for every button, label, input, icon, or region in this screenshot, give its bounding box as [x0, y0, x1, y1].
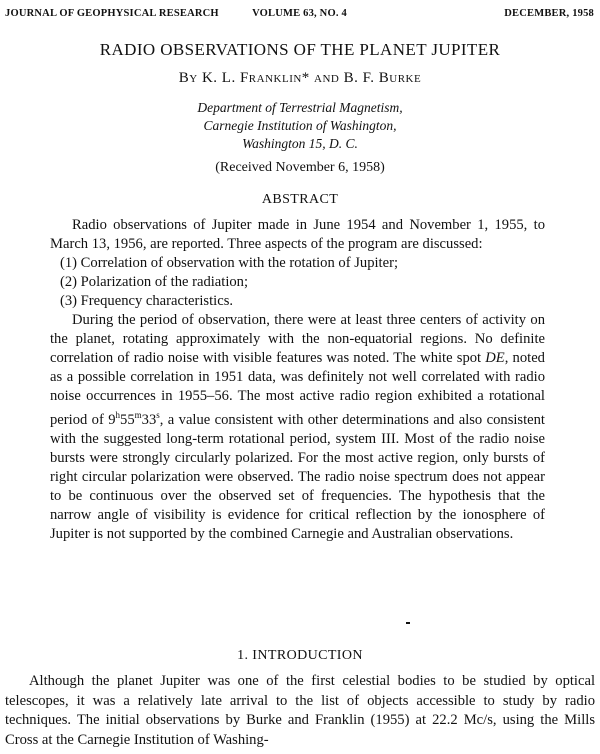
- introduction-paragraph-1: Although the planet Jupiter was one of the first celestial bodies to be studied by optical telescopes, it was a relatively late arrival to the list of objects accessible to study by radio techniques. The initial observations by Burke and Franklin (1955) at 22.2 Mc/s, using the Mills Cross at the Carnegie Institution of Washing-: [5, 673, 595, 748]
- unit-minutes: m: [134, 410, 142, 420]
- article-authors: By K. L. Franklin* and B. F. Burke: [178, 70, 422, 86]
- affiliation-line-3: Washington 15, D. C.: [242, 136, 358, 151]
- affiliation-line-2: Carnegie Institution of Washington,: [203, 118, 397, 133]
- minutes-value: 55: [120, 411, 135, 428]
- abstract-list-item-3: (3) Frequency characteristics.: [60, 293, 234, 309]
- white-spot-label: DE: [485, 350, 505, 366]
- seconds-value: 33: [141, 411, 157, 428]
- abstract-body: [50, 216, 545, 544]
- abstract-text: , noted as a possible correlation in 1951 data, was definitely not well correlated with radio noise occurrences in 1955–56. The most active radio region exhibited a rotational period of 9: [50, 350, 545, 428]
- journal-name: JOURNAL OF GEOPHYSICAL RESEARCH: [5, 8, 219, 19]
- abstract-list-item-1: (1) Correlation of observation with the rotation of Jupiter;: [60, 255, 399, 271]
- abstract-paragraph-1: Radio observations of Jupiter made in June 1954 and November 1, 1955, to March 13, 1956, are reported. Three aspects of the program are discussed:: [50, 217, 545, 252]
- received-date: (Received November 6, 1958): [215, 160, 385, 175]
- unit-seconds: s: [156, 410, 160, 420]
- affiliation-line-1: Department of Terrestrial Magnetism,: [197, 100, 403, 115]
- running-head: [5, 8, 594, 22]
- issue-date: DECEMBER, 1958: [504, 8, 594, 19]
- unit-hours: h: [115, 410, 121, 420]
- abstract-heading: ABSTRACT: [261, 192, 339, 207]
- abstract-text: During the period of observation, there were at least three centers of activity on the planet, rotating approximately with the non-equatorial regions. No definite correlation of radio noise with visible features was noted. The white spot: [50, 312, 545, 366]
- volume-number: VOLUME 63, NO. 4: [252, 8, 347, 19]
- abstract-text: , a value consistent with other determinations and also consistent with the suggested long-term rotational period, system III. Most of the radio noise bursts were strongly circularly polarized. For the most active region, only bursts of right circular polarization were observed. The radio noise spectrum does not appear to be continuous over the observed set of frequencies. The hypothesis that the narrow angle of visibility is evidence for critical reflection by the ionosphere of Jupiter is not supported by the combined Carnegie and Australian observations.: [50, 411, 545, 542]
- abstract-list-item-2: (2) Polarization of the radiation;: [60, 274, 249, 290]
- abstract-paragraph-2: [50, 311, 545, 544]
- print-speck: [406, 622, 410, 624]
- introduction-body: [5, 672, 595, 750]
- introduction-heading: 1. INTRODUCTION: [237, 648, 363, 663]
- article-title: RADIO OBSERVATIONS OF THE PLANET JUPITER: [99, 40, 501, 59]
